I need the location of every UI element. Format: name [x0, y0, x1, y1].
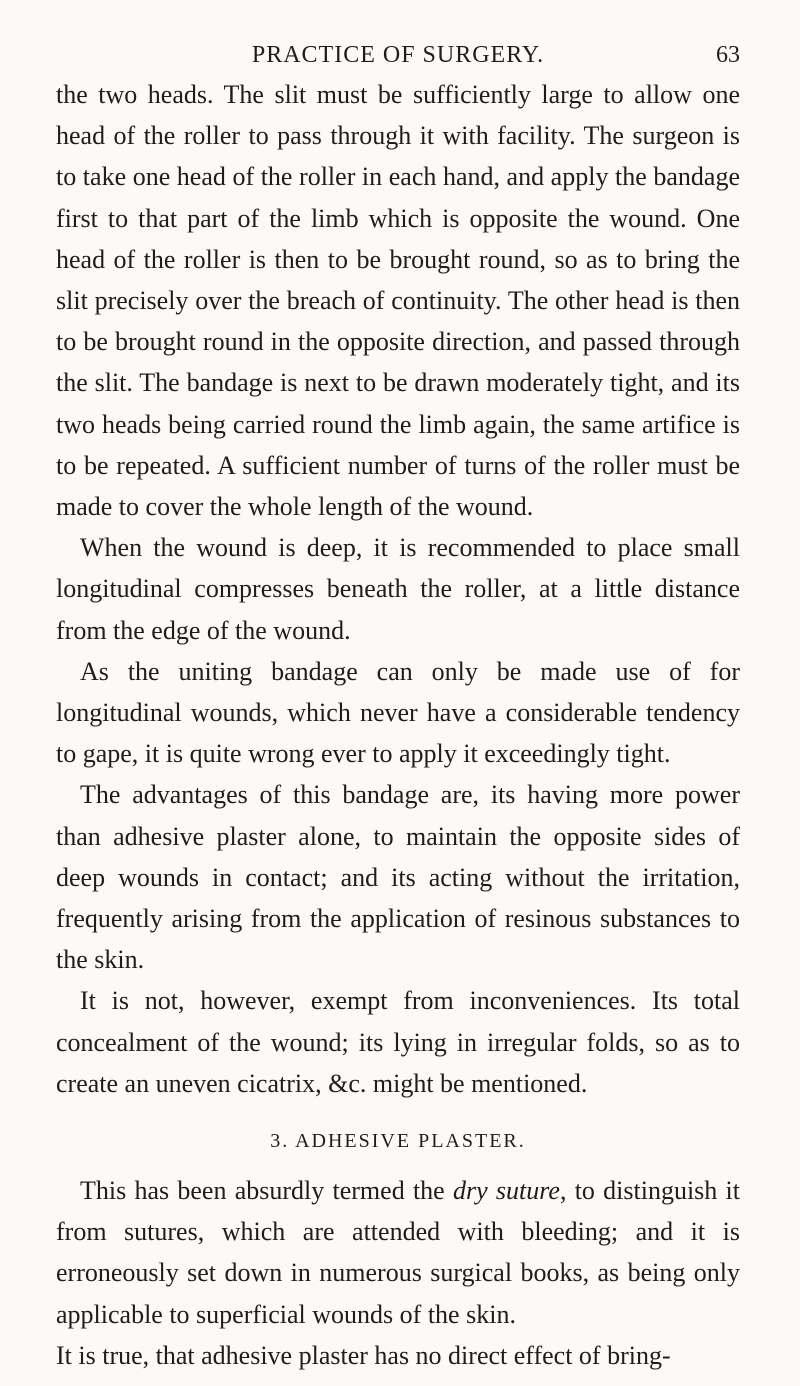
running-head [56, 0, 740, 74]
paragraph-adhesive-effect: It is true, that adhesive plaster has no direct effect of bring- [56, 1340, 671, 1370]
dry-suture-text-after: , to distinguish it from sutures, which are attended with bleeding; and it is erroneously set down in numerous surgical books, as being only applicable to superficial wounds of the skin. [56, 1176, 740, 1329]
dry-suture-term: dry suture [452, 1176, 560, 1206]
paragraph-dry-suture [56, 1170, 740, 1335]
paragraph-inconveniences: It is not, however, exempt from inconveniences. Its total concealment of the wound; its lying in irregular folds, so as to create an uneven cicatrix, &c. might be mentioned. [56, 986, 740, 1098]
section-heading: 3. ADHESIVE PLASTER. [270, 1130, 526, 1153]
paragraph-uniting-bandage: As the uniting bandage can only be made use of for longitudinal wounds, which never have a considerable tendency to gape, it is quite wrong ever to apply it exceedingly tight. [56, 656, 740, 769]
running-title: PRACTICE OF SURGERY. [251, 42, 545, 68]
paragraph-deep-wound: When the wound is deep, it is recommended to place small longitudinal compresses beneath the roller, at a little distance from the edge of the wound. [56, 533, 740, 645]
paragraph-advantages: The advantages of this bandage are, its having more power than adhesive plaster alone, to maintain the opposite sides of deep wounds in contact; and its acting without the irritation, frequently arising from the application of resinous substances to the skin. [56, 780, 740, 975]
dry-suture-text-before: This has been absurdly termed the [80, 1176, 453, 1206]
body-text [56, 74, 740, 1376]
page-number: 63 [716, 42, 740, 68]
paragraph-continuation: the two heads. The slit must be sufficiently large to allow one head of the roller to pass through it with facility. The surgeon is to take one head of the roller in each hand, and apply the bandage first to that part of the limb which is opposite the wound. One head of the roller is then to be brought round, so as to bring the slit precisely over the breach of continuity. The other head is then to be brought round in the opposite direction, and passed through the slit. The bandage is next to be drawn moderately tight, and its two heads being carried round the limb again, the same artifice is to be repeated. A sufficient number of turns of the roller must be made to cover the whole length of the wound. [56, 80, 740, 522]
